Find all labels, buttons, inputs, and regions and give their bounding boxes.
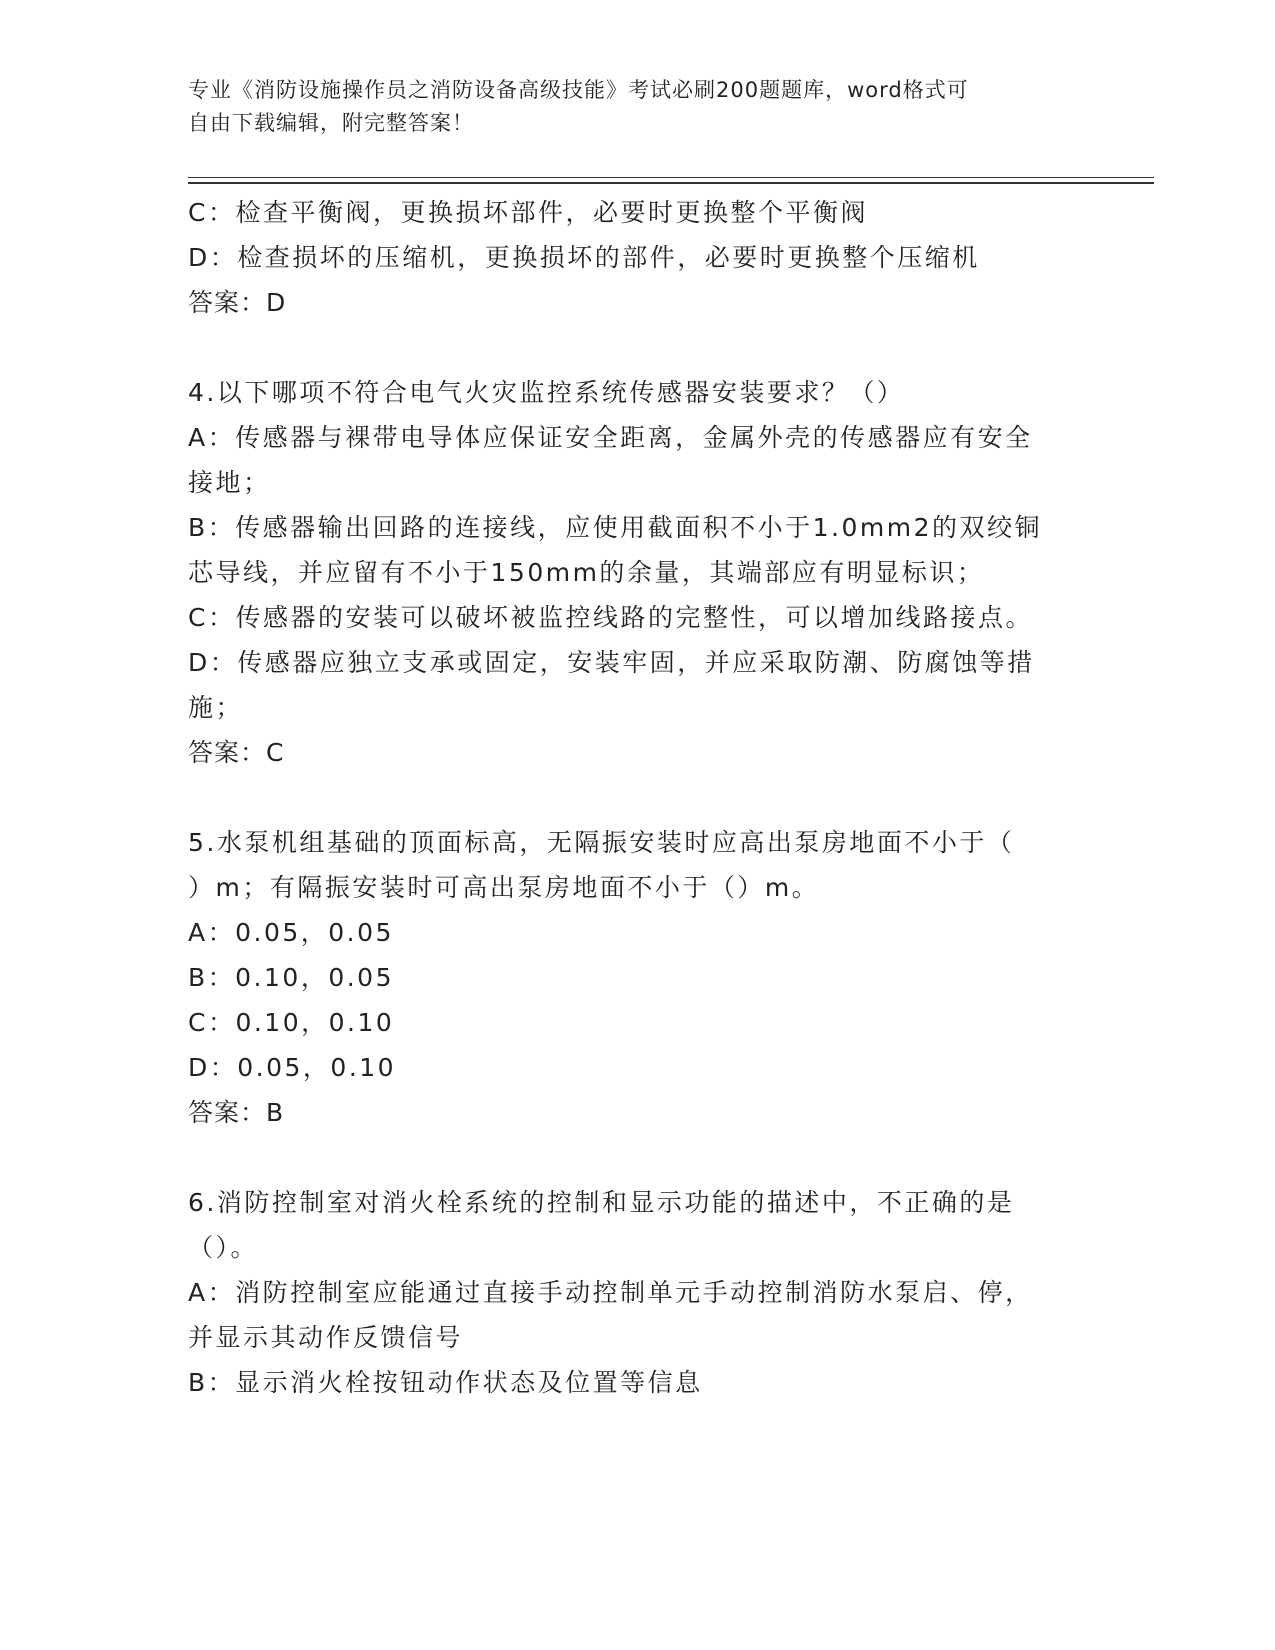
spacer <box>188 1135 1078 1180</box>
question-6 <box>188 1180 1078 1405</box>
answer: 答案：B <box>188 1098 285 1127</box>
option-b: B：显示消火栓按钮动作状态及位置等信息 <box>188 1368 703 1397</box>
option-d-continued: 施； <box>188 693 244 722</box>
question-content <box>188 190 1078 1405</box>
option-b: B：0.10，0.05 <box>188 963 394 992</box>
option-c: C：传感器的安装可以破坏被监控线路的完整性，可以增加线路接点。 <box>188 603 1033 632</box>
question-text-continued: （）。 <box>188 1233 259 1262</box>
option-d: D：传感器应独立支承或固定，安装牢固，并应采取防潮、防腐蚀等措 <box>188 648 1035 677</box>
option-b-continued: 芯导线，并应留有不小于150mm的余量，其端部应有明显标识； <box>188 558 985 587</box>
option-d: D：0.05，0.10 <box>188 1053 397 1082</box>
option-d: D：检查损坏的压缩机，更换损坏的部件，必要时更换整个压缩机 <box>188 243 980 272</box>
question-3-tail <box>188 190 1078 325</box>
option-c: C：检查平衡阀，更换损坏部件，必要时更换整个平衡阀 <box>188 198 868 227</box>
option-a-continued: 并显示其动作反馈信号 <box>188 1323 464 1352</box>
question-5 <box>188 820 1078 1135</box>
option-a: A：消防控制室应能通过直接手动控制单元手动控制消防水泵启、停， <box>188 1278 1033 1307</box>
option-a: A：0.05，0.05 <box>188 918 394 947</box>
header-divider-thick <box>188 182 1154 184</box>
question-text: 4.以下哪项不符合电气火灾监控系统传感器安装要求？（） <box>188 378 905 407</box>
answer: 答案：D <box>188 288 287 317</box>
answer: 答案：C <box>188 738 285 767</box>
option-a: A：传感器与裸带电导体应保证安全距离，金属外壳的传感器应有安全 <box>188 423 1033 452</box>
header-line-1: 专业《消防设施操作员之消防设备高级技能》考试必刷200题题库，word格式可 <box>188 78 969 102</box>
spacer <box>188 325 1078 370</box>
document-header <box>188 74 1068 140</box>
question-4 <box>188 370 1078 775</box>
header-line-2: 自由下载编辑，附完整答案！ <box>188 111 474 135</box>
question-text: 5.水泵机组基础的顶面标高，无隔振安装时应高出泵房地面不小于（ <box>188 828 1015 857</box>
option-b: B：传感器输出回路的连接线，应使用截面积不小于1.0mm2的双绞铜 <box>188 513 1043 542</box>
header-divider-thin <box>188 177 1154 178</box>
option-c: C：0.10，0.10 <box>188 1008 395 1037</box>
question-text: 6.消防控制室对消火栓系统的控制和显示功能的描述中，不正确的是 <box>188 1188 1015 1217</box>
option-a-continued: 接地； <box>188 468 271 497</box>
question-text-continued: ）m；有隔振安装时可高出泵房地面不小于（）m。 <box>188 873 820 902</box>
spacer <box>188 775 1078 820</box>
